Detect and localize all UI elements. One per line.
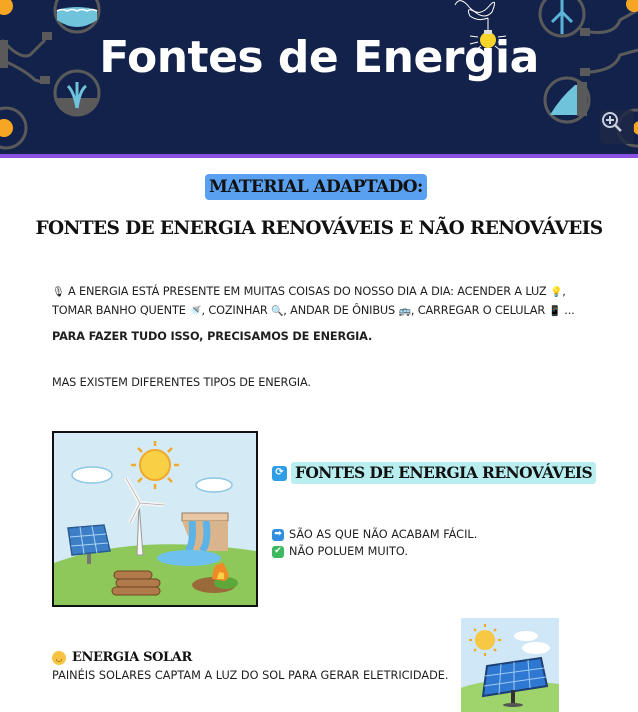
solar-description: PAINÉIS SOLARES CAPTAM A LUZ DO SOL PARA GERAR ELETRICIDADE. — [52, 669, 449, 682]
list-item — [272, 543, 477, 560]
intro-text: , ANDAR DE ÔNIBUS — [283, 304, 396, 317]
renewable-bullets — [272, 526, 477, 560]
header-banner — [0, 0, 638, 154]
zoom-in-icon — [600, 110, 624, 134]
bus-icon: 🚌 — [398, 306, 411, 317]
solar-title: ENERGIA SOLAR — [72, 650, 192, 665]
renewable-title: FONTES DE ENERGIA RENOVÁVEIS — [291, 462, 596, 484]
intro-text: , CARREGAR O CELULAR — [410, 304, 546, 317]
intro-text: TOMAR BANHO QUENTE — [52, 304, 186, 317]
bullet-text: NÃO POLUEM MUITO. — [289, 545, 408, 558]
arrow-right-icon: ➡ — [272, 529, 284, 541]
phone-icon: 📱 — [548, 306, 561, 317]
zoom-in-button[interactable] — [600, 110, 634, 144]
sun-face-icon: ◡ — [52, 651, 66, 665]
material-adaptado-badge: MATERIAL ADAPTADO: — [205, 174, 427, 200]
banner-title: Fontes de Energia — [99, 32, 539, 83]
lightbulb-icon: 💡 — [549, 287, 563, 298]
intro-text: , COZINHAR — [201, 304, 268, 317]
shower-icon: 🚿 — [189, 306, 202, 317]
solar-section-heading — [52, 649, 192, 667]
intro-text: , — [562, 285, 566, 298]
banner-border — [0, 154, 638, 158]
intro-text: A ENERGIA ESTÁ PRESENTE EM MUITAS COISAS DO NOSSO DIA A DIA: ACENDER A LUZ — [68, 285, 547, 298]
intro-text: ... — [560, 304, 575, 317]
solar-panel-image — [461, 618, 559, 712]
page-title: FONTES DE ENERGIA RENOVÁVEIS E NÃO RENOVÁVEIS — [35, 218, 603, 239]
refresh-icon: ⟳ — [272, 466, 287, 481]
microphone-icon: 🎙 — [52, 287, 65, 298]
energy-types-text: MAS EXISTEM DIFERENTES TIPOS DE ENERGIA. — [52, 376, 311, 389]
checkmark-icon: ✔ — [272, 546, 284, 558]
magnifier-icon: 🔍 — [270, 306, 284, 317]
list-item — [272, 526, 477, 543]
renewable-section-heading — [272, 461, 596, 485]
intro-paragraph — [52, 283, 612, 321]
bullet-text: SÃO AS QUE NÃO ACABAM FÁCIL. — [289, 528, 478, 541]
energy-needed-text: PARA FAZER TUDO ISSO, PRECISAMOS DE ENERGIA. — [52, 330, 373, 343]
renewable-energy-illustration — [52, 431, 258, 607]
